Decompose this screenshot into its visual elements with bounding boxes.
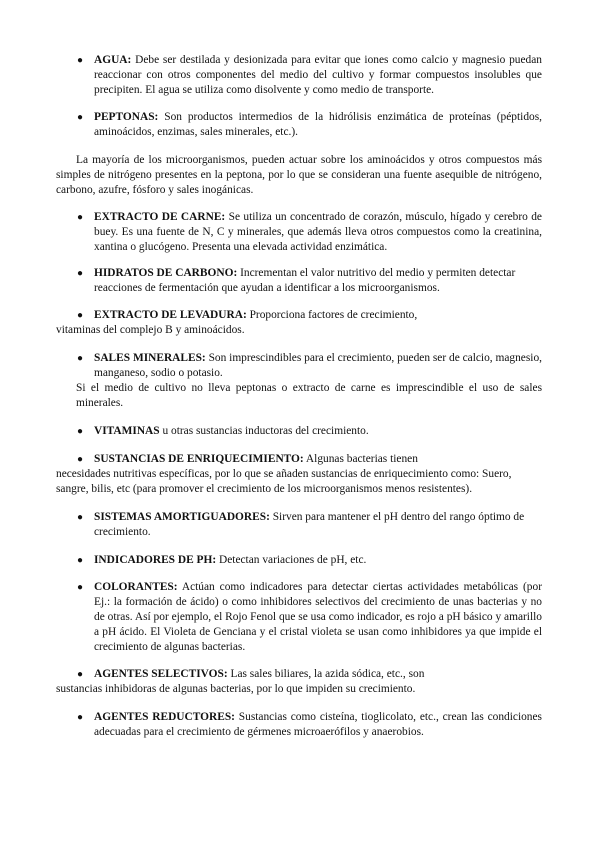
bullet-icon: ● xyxy=(77,454,84,465)
item-continuation: necesidades nutritivas específicas, por lo que se añaden sustancias de enriquecimiento como: Suero, sangre, bilis, etc (para promover el crecimiento de los microorganismos menos resistentes). xyxy=(56,468,512,495)
list-item-peptonas xyxy=(77,110,542,140)
item-note: Si el medio de cultivo no lleva peptonas o extracto de carne es imprescindible el uso de sales minerales. xyxy=(76,382,542,409)
list-item-extracto-carne xyxy=(77,210,542,255)
list-item-sistemas-amortiguadores xyxy=(77,510,542,540)
bullet-icon: ● xyxy=(77,55,84,66)
bullet-icon: ● xyxy=(77,512,84,523)
item-continuation: vitaminas del complejo B y aminoácidos. xyxy=(56,324,245,336)
item-term: EXTRACTO DE CARNE: xyxy=(94,211,226,223)
item-term: VITAMINAS xyxy=(94,425,160,437)
bullet-icon: ● xyxy=(77,268,84,279)
list-item-sales-minerales xyxy=(77,351,542,381)
bullet-icon: ● xyxy=(77,353,84,364)
item-term: HIDRATOS DE CARBONO: xyxy=(94,267,238,279)
bullet-icon: ● xyxy=(77,112,84,123)
item-term: COLORANTES: xyxy=(94,581,178,593)
list-item-colorantes xyxy=(77,580,542,655)
item-term: SISTEMAS AMORTIGUADORES: xyxy=(94,511,270,523)
bullet-icon: ● xyxy=(77,426,84,437)
list-item-indicadores-ph xyxy=(77,553,542,568)
list-item-vitaminas xyxy=(77,424,542,439)
bullet-icon: ● xyxy=(77,310,84,321)
item-term: SUSTANCIAS DE ENRIQUECIMIENTO: xyxy=(94,453,304,465)
item-text: Proporciona factores de crecimiento, xyxy=(246,309,418,321)
item-text: Son imprescindibles para el crecimiento, pueden ser de calcio, magnesio, manganeso, sodio o potasio. xyxy=(94,352,542,379)
bullet-icon: ● xyxy=(77,712,84,723)
list-item-agentes-selectivos xyxy=(77,667,542,682)
item-text: Las sales biliares, la azida sódica, etc., son xyxy=(227,668,425,680)
list-item-agentes-reductores xyxy=(77,710,542,740)
bullet-icon: ● xyxy=(77,669,84,680)
item-term: PEPTONAS: xyxy=(94,111,159,123)
item-term: AGENTES SELECTIVOS: xyxy=(94,668,228,680)
bullet-icon: ● xyxy=(77,212,84,223)
item-term: EXTRACTO DE LEVADURA: xyxy=(94,309,247,321)
item-text: Sustancias como cisteína, tioglicolato, etc., crean las condiciones adecuadas para el crecimiento de gérmenes microaerófilos y anaerobios. xyxy=(94,711,542,738)
item-text: Algunas bacterias tienen xyxy=(303,453,418,465)
item-continuation: sustancias inhibidoras de algunas bacterias, por lo que impiden su crecimiento. xyxy=(56,683,416,695)
bullet-icon: ● xyxy=(77,582,84,593)
item-text: Se utiliza un concentrado de corazón, músculo, hígado y cerebro de buey. Es una fuente de N, C y minerales, que además lleva otros compuestos como la creatinina, xantina o glucógeno. Presenta una elevada actividad enzimática. xyxy=(94,211,542,253)
item-text: Incrementan el valor nutritivo del medio y permiten detectar reacciones de fermentación que ayudan a identificar a los microorganismos. xyxy=(94,267,516,294)
item-text: u otras sustancias inductoras del crecimiento. xyxy=(159,425,369,437)
list-item-agua xyxy=(77,53,542,98)
item-text: Actúan como indicadores para detectar ciertas actividades metabólicas (por Ej.: la formación de ácido) o como inhibidores selectivos del crecimiento de unas bacterias y no de otras. Así por ejemplo, el Rojo Fenol que se usa como indicador, es rojo a pH básico y amarillo a pH ácido. El Violeta de Genciana y el cristal violeta se usan como inhibidores ya que impide el crecimiento de algunas bacterias. xyxy=(94,581,542,653)
item-text: Son productos intermedios de la hidrólisis enzimática de proteínas (péptidos, aminoácidos, enzimas, sales minerales, etc.). xyxy=(94,111,542,138)
body-paragraph: La mayoría de los microorganismos, pueden actuar sobre los aminoácidos y otros compuestos más simples de nitrógeno presentes en la peptona, por lo que se consideran una fuente asequible de nitrógeno, carbono, azufre, fósforo y sales inogánicas. xyxy=(56,154,542,196)
list-item-sustancias-enriquecimiento xyxy=(77,452,542,467)
item-text: Debe ser destilada y desionizada para evitar que iones como calcio y magnesio puedan reaccionar con otros componentes del medio del cultivo y formar compuestos insolubles que precipiten. El agua se utiliza como disolvente y como medio de transporte. xyxy=(94,54,542,96)
item-text: Sirven para mantener el pH dentro del rango óptimo de crecimiento. xyxy=(94,511,525,538)
item-term: AGUA: xyxy=(94,54,132,66)
item-text: Detectan variaciones de pH, etc. xyxy=(216,554,367,566)
list-item-hidratos xyxy=(77,266,542,296)
list-item-extracto-levadura xyxy=(77,308,542,323)
item-term: AGENTES REDUCTORES: xyxy=(94,711,235,723)
item-term: INDICADORES DE PH: xyxy=(94,554,217,566)
item-term: SALES MINERALES: xyxy=(94,352,206,364)
bullet-icon: ● xyxy=(77,555,84,566)
